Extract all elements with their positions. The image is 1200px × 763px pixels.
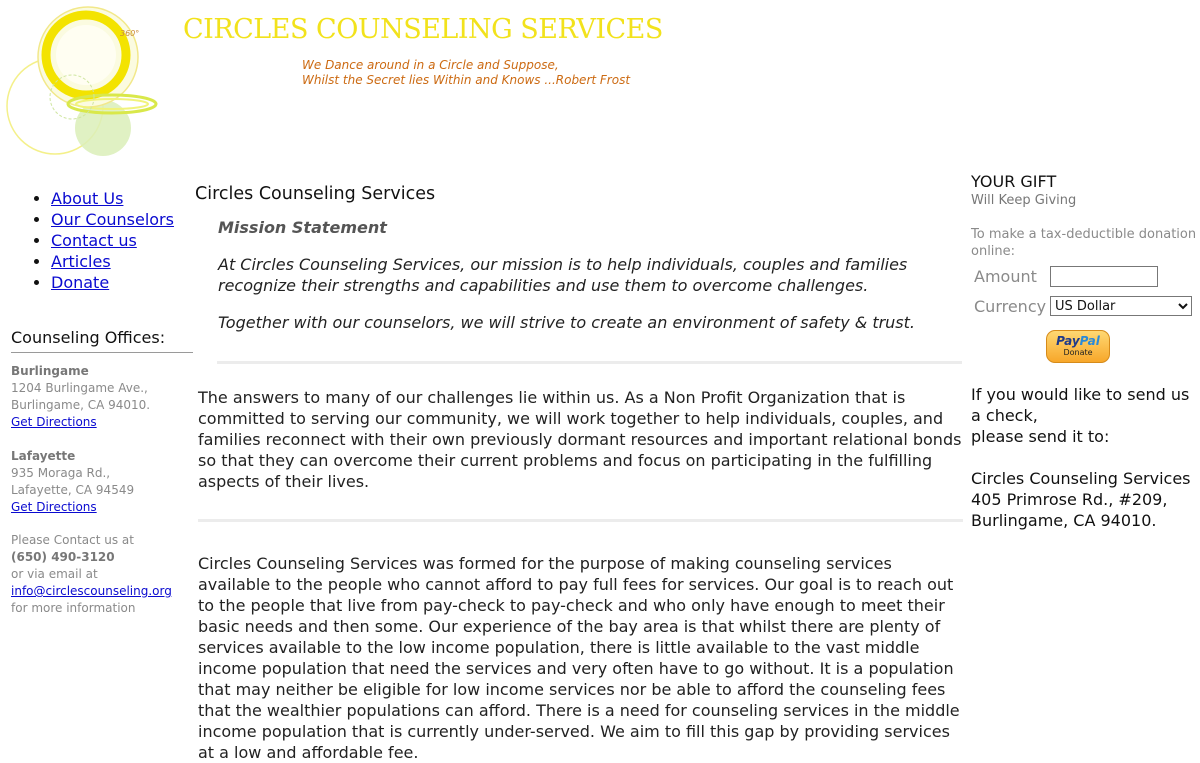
office-lafayette — [11, 448, 193, 516]
mission-statement — [218, 218, 963, 333]
check-line-1: If you would like to send us a check, — [971, 385, 1190, 425]
nav-list — [11, 188, 196, 293]
nav-item-our-counselors — [51, 209, 196, 230]
amount-label: Amount — [974, 267, 1037, 286]
paypal-logo-pal: Pal — [1079, 334, 1100, 348]
contact-info — [11, 532, 193, 617]
check-line-2: please send it to: — [971, 427, 1110, 446]
get-directions-link-burlingame[interactable]: Get Directions — [11, 415, 97, 429]
contact-outro: for more information — [11, 601, 136, 615]
mission-paragraph-1: At Circles Counseling Services, our mission is to help individuals, couples and families recognize their strengths and capabilities and use them to overcome challenges. — [218, 255, 908, 295]
office-burlingame — [11, 363, 193, 431]
nav-link-contact-us[interactable]: Contact us — [51, 231, 137, 250]
gift-subtitle: Will Keep Giving — [971, 193, 1077, 208]
office-address-line2: Lafayette, CA 94549 — [11, 483, 135, 497]
about-paragraph: Circles Counseling Services was formed for the purpose of making counseling services available to the people who cannot afford to pay full fees for services. Our goal is to reach out to the people that live from pay-check to pay-check and who only have enough to meet their basic needs and then some. Our experience of the bay area is that whilst there are plenty of services available to the low income population, there is little available to the vast middle income population that need the services and very often have to go without. It is a population that may neither be eligible for low income services nor be able to afford the counseling fees that the wealthier populations can afford. There is a need for counseling services in the middle income population that is currently under-served. We aim to fill this gap by providing services at a low and affordable fee. — [198, 554, 960, 762]
nav-item-about-us — [51, 188, 196, 209]
office-address-line1: 935 Moraga Rd., — [11, 466, 111, 480]
site-title: CIRCLES COUNSELING SERVICES — [183, 14, 663, 45]
contact-email-intro: or via email at — [11, 567, 98, 581]
nav-item-donate — [51, 272, 196, 293]
divider — [217, 361, 962, 364]
nav-item-articles — [51, 251, 196, 272]
office-name: Burlingame — [11, 364, 89, 378]
paypal-logo — [1056, 335, 1100, 348]
gift-title: YOUR GIFT — [971, 172, 1057, 191]
office-address-line2: Burlingame, CA 94010. — [11, 398, 151, 412]
main-content — [195, 184, 965, 763]
address-line-3: Burlingame, CA 94010. — [971, 511, 1157, 530]
header-quote — [302, 58, 630, 88]
currency-label: Currency — [974, 296, 1047, 316]
offices-heading: Counseling Offices: — [11, 328, 193, 353]
get-directions-link-lafayette[interactable]: Get Directions — [11, 500, 97, 514]
donation-panel — [971, 172, 1200, 531]
page-title: Circles Counseling Services — [195, 184, 436, 204]
mission-heading: Mission Statement — [218, 218, 387, 237]
paypal-donate-label: Donate — [1063, 348, 1093, 357]
intro-paragraph: The answers to many of our challenges lie within us. As a Non Profit Organization that is committed to serving our community, we will work together to help individuals, couples, and families reconnect with their own previously dormant resources and important relational bonds so that they can overcome their current problems and focus on participating in the fulfilling aspects of their lives. — [198, 388, 962, 491]
nav-link-donate[interactable]: Donate — [51, 273, 110, 292]
counseling-offices — [11, 328, 193, 617]
paypal-logo-pay: Pay — [1056, 334, 1080, 348]
donation-note: To make a tax-deductible donation online: — [971, 227, 1197, 259]
quote-line-1: We Dance around in a Circle and Suppose, — [302, 58, 559, 72]
paypal-donate-button[interactable] — [1046, 330, 1110, 363]
amount-row — [971, 266, 1200, 287]
office-name: Lafayette — [11, 449, 76, 463]
amount-input[interactable] — [1050, 266, 1158, 287]
office-address-line1: 1204 Burlingame Ave., — [11, 381, 148, 395]
nav-link-about-us[interactable]: About Us — [51, 189, 124, 208]
check-instructions — [971, 384, 1200, 447]
contact-intro: Please Contact us at — [11, 533, 134, 547]
nav-link-articles[interactable]: Articles — [51, 252, 111, 271]
logo-degree-text: 360° — [120, 29, 140, 38]
nav-link-our-counselors[interactable]: Our Counselors — [51, 210, 174, 229]
address-line-2: 405 Primrose Rd., #209, — [971, 490, 1168, 509]
quote-line-2: Whilst the Secret lies Within and Knows ...Robert Frost — [302, 73, 631, 87]
contact-email-link[interactable]: info@circlescounseling.org — [11, 584, 172, 598]
main-nav — [11, 188, 196, 293]
mission-paragraph-2: Together with our counselors, we will strive to create an environment of safety & trust. — [218, 313, 915, 332]
nav-item-contact-us — [51, 230, 196, 251]
logo — [0, 0, 170, 165]
address-line-1: Circles Counseling Services — [971, 469, 1191, 488]
currency-row — [971, 296, 1200, 316]
divider — [198, 519, 963, 522]
currency-select[interactable] — [1050, 296, 1192, 316]
mailing-address — [971, 468, 1200, 531]
contact-phone: (650) 490-3120 — [11, 550, 115, 564]
